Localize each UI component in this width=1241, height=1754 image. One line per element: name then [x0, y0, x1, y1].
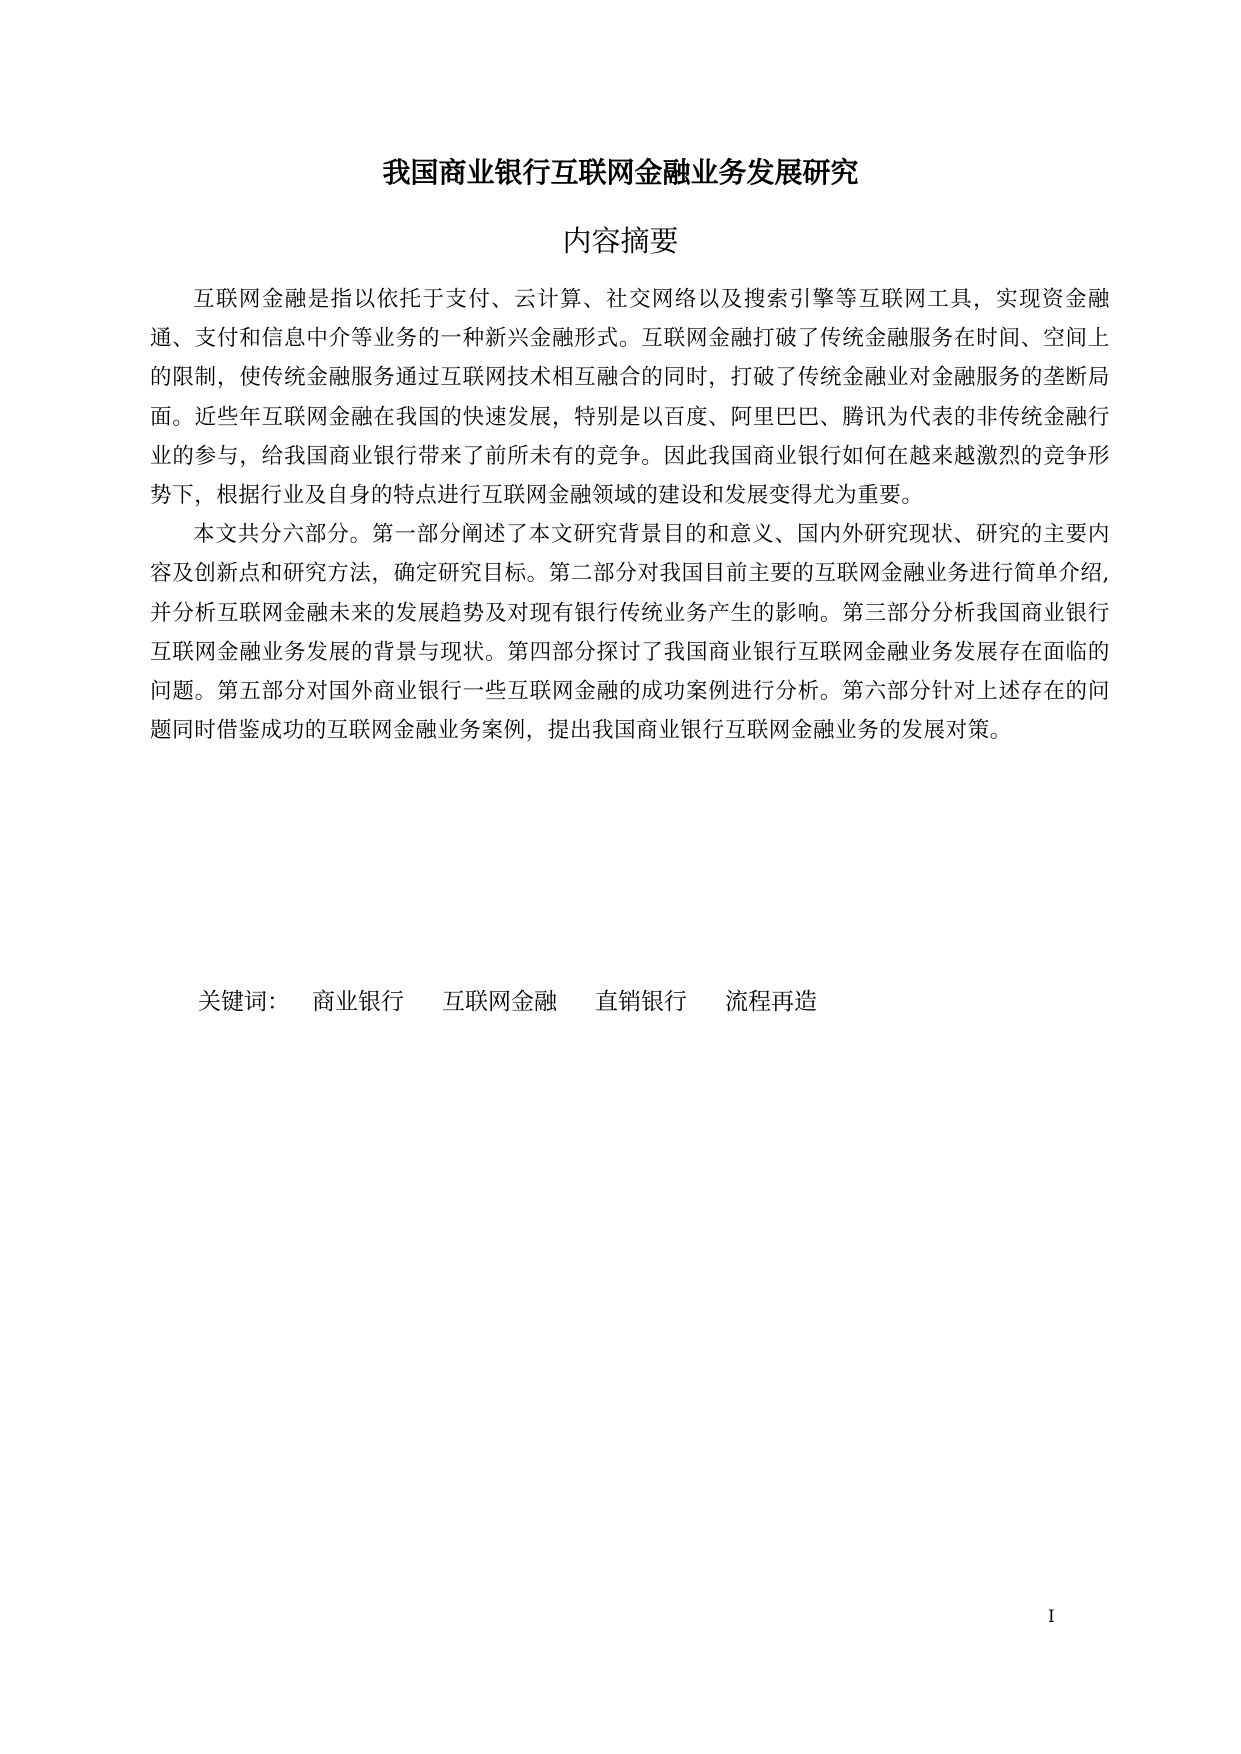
keyword-item: 流程再造: [725, 989, 817, 1015]
paper-title: 我国商业银行互联网金融业务发展研究: [382, 156, 859, 189]
keyword-item: 商业银行: [312, 989, 404, 1015]
keywords-label: 关键词：: [198, 989, 290, 1015]
keyword-item: 互联网金融: [442, 989, 557, 1015]
keywords-line: [198, 985, 855, 1019]
abstract-paragraph-2: 本文共分六部分。第一部分阐述了本文研究背景目的和意义、国内外研究现状、研究的主要内容及创新点和研究方法，确定研究目标。第二部分对我国目前主要的互联网金融业务进行简单介绍,并分析互联网金融未来的发展趋势及对现有银行传统业务产生的影响。第三部分分析我国商业银行互联网金融业务发展的背景与现状。第四部分探讨了我国商业银行互联网金融业务发展存在面临的问题。第五部分对国外商业银行一些互联网金融的成功案例进行分析。第六部分针对上述存在的问题同时借鉴成功的互联网金融业务案例，提出我国商业银行互联网金融业务的发展对策。: [150, 522, 1110, 744]
abstract-heading: 内容摘要: [562, 224, 679, 258]
keyword-item: 直销银行: [595, 989, 687, 1015]
abstract-paragraph-1: 互联网金融是指以依托于支付、云计算、社交网络以及搜索引擎等互联网工具，实现资金融通、支付和信息中介等业务的一种新兴金融形式。互联网金融打破了传统金融服务在时间、空间上的限制，使传统金融服务通过互联网技术相互融合的同时，打破了传统金融业对金融服务的垄断局面。近些年互联网金融在我国的快速发展，特别是以百度、阿里巴巴、腾讯为代表的非传统金融行业的参与，给我国商业银行带来了前所未有的竞争。因此我国商业银行如何在越来越激烈的竞争形势下，根据行业及自身的特点进行互联网金融领域的建设和发展变得尤为重要。: [150, 287, 1110, 509]
abstract-body: [150, 280, 1110, 750]
page-number: I: [1048, 1607, 1055, 1627]
